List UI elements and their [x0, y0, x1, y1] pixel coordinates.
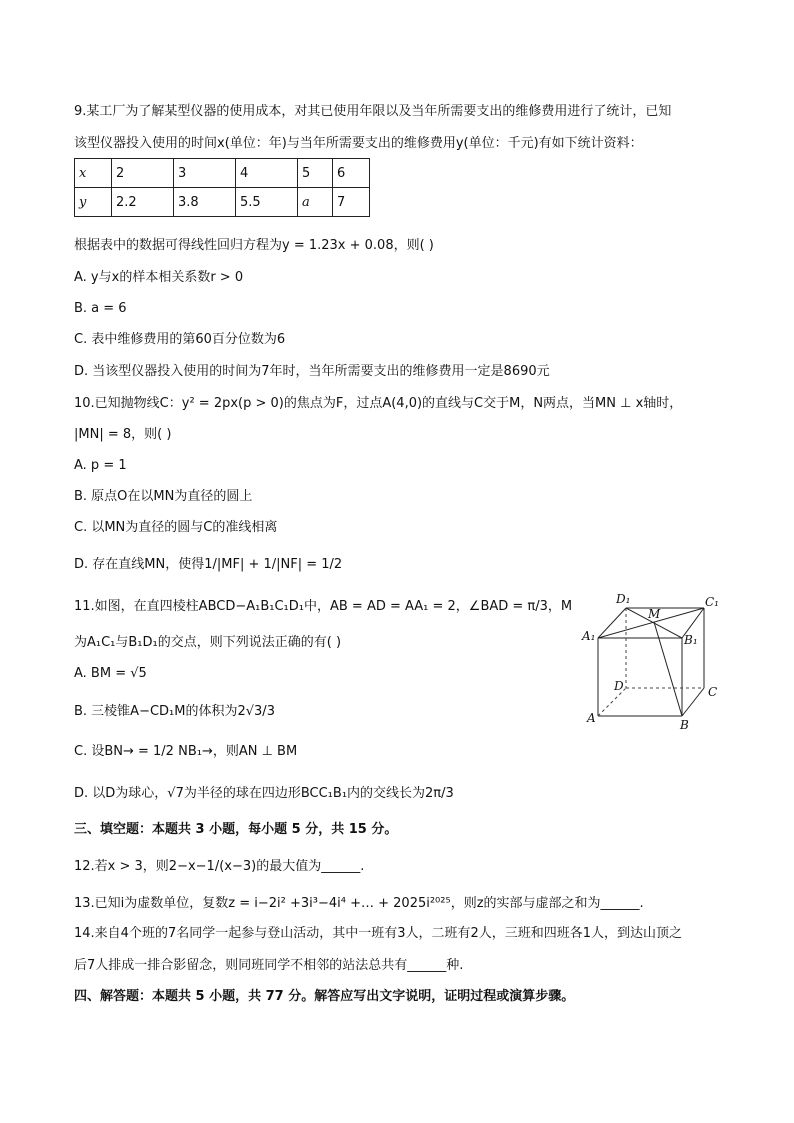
q9-option-b: B. a = 6	[74, 301, 127, 316]
q12-text: 12.若x > 3，则2−x−1/(x−3)的最大值为______.	[74, 859, 365, 874]
table-row-y	[75, 188, 370, 217]
q11-option-b: B. 三棱锥A−CD₁M的体积为2√3/3	[74, 704, 275, 719]
table-cell: y	[75, 188, 112, 217]
q11-option-a: A. BM = √5	[74, 666, 147, 681]
q9-option-a: A. y与x的样本相关系数r > 0	[74, 270, 244, 285]
q11-option-d: D. 以D为球心，√7为半径的球在四边形BCC₁B₁内的交线长为2π/3	[74, 786, 454, 801]
table-cell: 3.8	[174, 188, 236, 217]
table-cell: 4	[236, 159, 298, 188]
q9-stem-line-1: 9.某工厂为了解某型仪器的使用成本，对其已使用年限以及当年所需要支出的维修费用进行了统计，已知	[74, 104, 672, 119]
table-cell: 5	[298, 159, 333, 188]
q10-option-a: A. p = 1	[74, 458, 127, 473]
q10-stem-line-1: 10.已知抛物线C：y² = 2px(p > 0)的焦点为F，过点A(4,0)的直线与C交于M，N两点，当MN ⊥ x轴时，	[74, 396, 683, 411]
edge-bc	[682, 688, 704, 716]
q10-option-b: B. 原点O在以MN为直径的圆上	[74, 489, 253, 504]
edge-a1d1	[598, 608, 626, 638]
q11-option-c: C. 设BN→ = 1/2 NB₁→，则AN ⊥ BM	[74, 744, 298, 759]
q9-option-c: C. 表中维修费用的第60百分位数为6	[74, 332, 286, 347]
q10-option-d: D. 存在直线MN，使得1/|MF| + 1/|NF| = 1/2	[74, 557, 343, 572]
table-cell: a	[298, 188, 333, 217]
q9-stem-line-2: 该型仪器投入使用的时间x(单位：年)与当年所需要支出的维修费用y(单位：千元)有如下统计资料：	[74, 136, 643, 151]
label-a: A	[587, 711, 596, 725]
section-4-heading: 四、解答题：本题共 5 小题，共 77 分。解答应写出文字说明，证明过程或演算步骤。	[74, 989, 575, 1004]
label-d: D	[614, 679, 624, 693]
q10-option-c: C. 以MN为直径的圆与C的准线相离	[74, 520, 278, 535]
q9-option-d: D. 当该型仪器投入使用的时间为7年时，当年所需要支出的维修费用一定是8690元	[74, 364, 550, 379]
table-row-x	[75, 159, 370, 188]
table-cell: 2	[112, 159, 174, 188]
q9-data-table	[74, 158, 370, 217]
label-b1: B₁	[684, 633, 698, 647]
table-cell: 6	[333, 159, 370, 188]
q11-stem-line-2: 为A₁C₁与B₁D₁的交点，则下列说法正确的有( )	[74, 635, 342, 650]
label-b: B	[680, 718, 689, 732]
label-a1: A₁	[582, 629, 596, 643]
table-cell: 5.5	[236, 188, 298, 217]
q11-stem-line-1: 11.如图，在直四棱柱ABCD−A₁B₁C₁D₁中，AB = AD = AA₁ = 2，∠BAD = π/3，M	[74, 599, 573, 614]
table-cell: 2.2	[112, 188, 174, 217]
section-3-heading: 三、填空题：本题共 3 小题，每小题 5 分，共 15 分。	[74, 822, 398, 837]
label-d1: D₁	[616, 592, 631, 606]
label-m: M	[648, 607, 661, 621]
label-c1: C₁	[705, 595, 719, 609]
q14-line-1: 14.来自4个班的7名同学一起参与登山活动，其中一班有3人，二班有2人，三班和四班各1人，到达山顶之	[74, 926, 683, 941]
prism-figure	[578, 588, 728, 733]
table-cell: x	[75, 159, 112, 188]
q9-regression-stem: 根据表中的数据可得线性回归方程为y = 1.23x + 0.08，则( )	[74, 238, 434, 253]
table-cell: 7	[333, 188, 370, 217]
q13-text: 13.已知i为虚数单位，复数z = i−2i² +3i³−4i⁴ +… + 2025i²⁰²⁵，则z的实部与虚部之和为______.	[74, 896, 644, 911]
table-cell: 3	[174, 159, 236, 188]
label-c: C	[708, 685, 718, 699]
q14-line-2: 后7人排成一排合影留念，则同班同学不相邻的站法总共有______种.	[74, 958, 464, 973]
q10-stem-line-2: |MN| = 8，则( )	[74, 427, 172, 442]
